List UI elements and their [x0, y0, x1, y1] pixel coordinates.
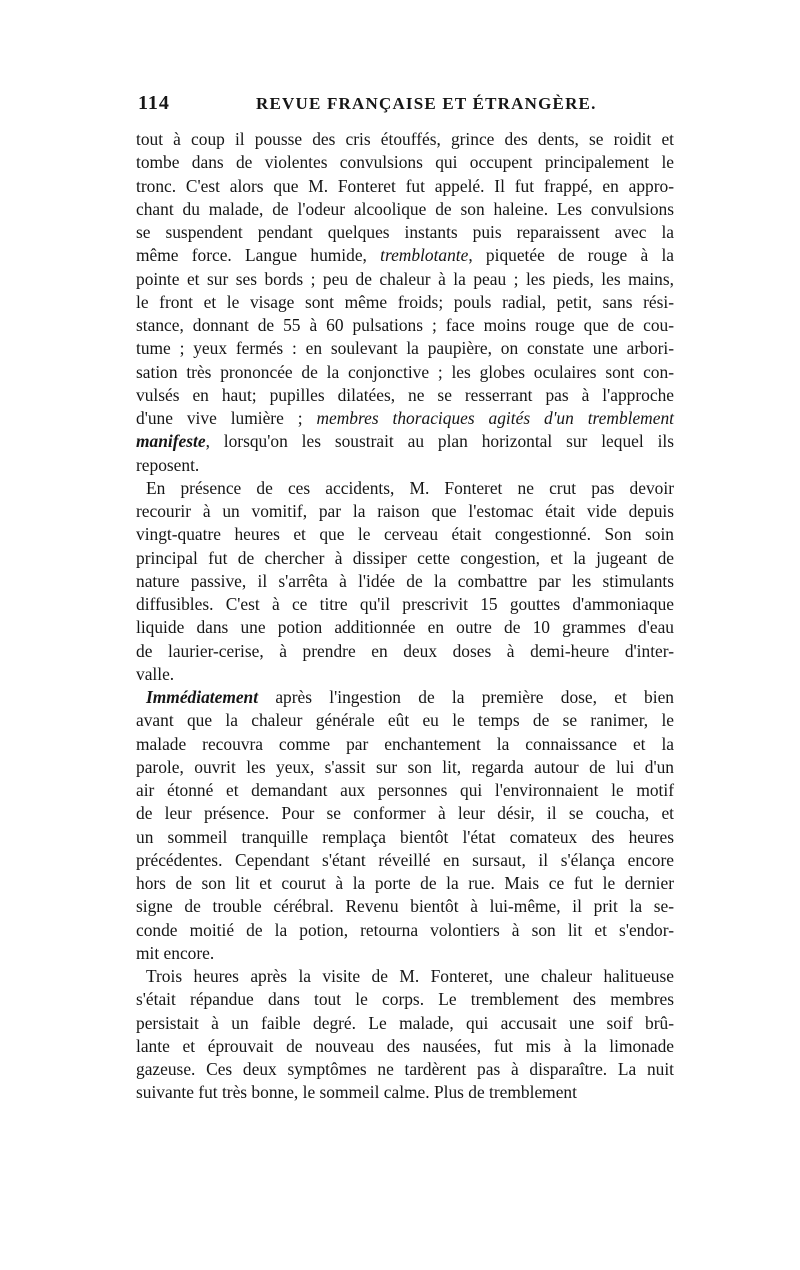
- text-run: hors de son lit et courut à la porte de la rue. Mais ce fut le dernier: [136, 873, 674, 893]
- text-run: En présence de ces accidents, M. Fonteret ne crut pas devoir: [146, 477, 674, 498]
- text-run: pointe et sur ses bords ; peu de chaleur à la peau ; les pieds, les mains,: [136, 268, 674, 289]
- text-run: gazeuse. Ces deux symptômes ne tardèrent pas à disparaître. La nuit: [136, 1059, 674, 1079]
- text-run: s'était répandue dans tout le corps. Le tremblement des membres: [136, 989, 674, 1010]
- text-line: [136, 454, 674, 477]
- text-line: [136, 500, 674, 523]
- text-line: [136, 407, 674, 430]
- text-line: [136, 128, 674, 151]
- text-run: même force. Langue humide,: [136, 245, 381, 266]
- text-run: diffusibles. C'est à ce titre qu'il prescrivit 15 gouttes d'ammoniaque: [136, 594, 674, 614]
- text-line: [136, 593, 674, 616]
- text-run: tombe dans de violentes convulsions qui occupent principalement le: [136, 152, 674, 173]
- text-run: d'une vive lumière ;: [136, 408, 317, 428]
- text-run: le front et le visage sont même froids; pouls radial, petit, sans rési-: [136, 291, 674, 312]
- text-line: [136, 779, 674, 802]
- text-run: chant du malade, de l'odeur alcoolique de son haleine. Les convulsions: [136, 198, 674, 219]
- text-line: [136, 616, 674, 639]
- text-line: [136, 361, 674, 384]
- text-run: avant que la chaleur générale eût eu le temps de se ranimer, le: [136, 710, 674, 731]
- text-line: [136, 872, 674, 895]
- emphasized-text: manifeste: [136, 431, 206, 452]
- page-header: [138, 92, 672, 122]
- emphasized-text: tremblotante: [380, 245, 469, 266]
- text-line: [136, 244, 674, 267]
- text-line: [136, 849, 674, 872]
- text-run: stance, donnant de 55 à 60 pulsations ; face moins rouge que de cou-: [136, 315, 674, 335]
- text-line: [136, 151, 674, 174]
- text-line: [136, 1081, 674, 1104]
- text-line: [136, 175, 674, 198]
- text-run: recourir à un vomitif, par la raison que l'estomac était vide depuis: [136, 501, 674, 521]
- body-text: [136, 128, 674, 1105]
- text-line: [136, 337, 674, 360]
- text-run: , piquetée de rouge à la: [468, 245, 674, 266]
- text-run: parole, ouvrit les yeux, s'assit sur son lit, regarda autour de lui d'un: [136, 756, 674, 777]
- text-run: suivante fut très bonne, le sommeil calme. Plus de tremblement: [136, 1082, 577, 1103]
- text-run: un sommeil tranquille remplaça bientôt l'état comateux des heures: [136, 826, 674, 847]
- text-run: signe de trouble cérébral. Revenu bientôt à lui-même, il prit la se-: [136, 896, 674, 917]
- text-run: principal fut de chercher à dissiper cette congestion, et la jugeant de: [136, 547, 674, 568]
- text-line: [136, 570, 674, 593]
- text-run: sation très prononcée de la conjonctive ; les globes oculaires sont con-: [136, 361, 674, 382]
- text-run: malade recouvra comme par enchantement la connaissance et la: [136, 733, 674, 754]
- text-run: de laurier-cerise, à prendre en deux doses à demi-heure d'inter-: [136, 640, 674, 661]
- text-run: tume ; yeux fermés : en soulevant la paupière, on constate une arbori-: [136, 338, 674, 359]
- emphasized-text: Immédiatement: [146, 687, 259, 707]
- text-run: Trois heures après la visite de M. Fonteret, une chaleur halitueuse: [146, 966, 674, 986]
- text-line: [136, 384, 674, 407]
- text-line: [136, 221, 674, 244]
- text-line: [136, 965, 674, 988]
- text-line: [136, 756, 674, 779]
- text-line: [136, 919, 674, 942]
- text-run: après l'ingestion de la première dose, et bien: [258, 687, 674, 707]
- running-title: REVUE FRANÇAISE ET ÉTRANGÈRE.: [256, 94, 597, 113]
- text-line: [136, 1058, 674, 1081]
- text-line: [136, 663, 674, 686]
- text-run: valle.: [136, 663, 175, 684]
- text-line: [136, 547, 674, 570]
- text-line: [136, 1035, 674, 1058]
- text-line: [136, 430, 674, 453]
- text-line: [136, 314, 674, 337]
- text-run: précédentes. Cependant s'étant réveillé en sursaut, il s'élança encore: [136, 849, 674, 870]
- text-run: , lorsqu'on les soustrait au plan horizontal sur lequel ils: [205, 431, 674, 452]
- text-run: de leur présence. Pour se conformer à leur désir, il se coucha, et: [136, 803, 674, 824]
- text-run: mit encore.: [136, 942, 215, 963]
- text-run: se suspendent pendant quelques instants puis reparaissent avec la: [136, 222, 674, 242]
- text-line: [136, 733, 674, 756]
- text-line: [136, 1012, 674, 1035]
- text-run: conde moitié de la potion, retourna volontiers à son lit et s'endor-: [136, 919, 674, 940]
- text-run: persistait à un faible degré. Le malade, qui accusait une soif brû-: [136, 1012, 674, 1033]
- emphasized-text: membres thoraciques agités d'un tremblement: [316, 408, 674, 428]
- text-line: [136, 709, 674, 732]
- text-line: [136, 291, 674, 314]
- text-line: [136, 640, 674, 663]
- text-run: air étonné et demandant aux personnes qui l'environnaient le motif: [136, 780, 674, 800]
- text-run: tronc. C'est alors que M. Fonteret fut appelé. Il fut frappé, en appro-: [136, 175, 674, 196]
- text-line: [136, 826, 674, 849]
- page-number: 114: [138, 92, 170, 114]
- text-line: [136, 268, 674, 291]
- text-line: [136, 802, 674, 825]
- text-line: [136, 523, 674, 546]
- text-line: [136, 198, 674, 221]
- text-line: [136, 942, 674, 965]
- text-line: [136, 686, 674, 709]
- text-run: liquide dans une potion additionnée en outre de 10 grammes d'eau: [136, 617, 674, 638]
- text-line: [136, 988, 674, 1011]
- text-line: [136, 895, 674, 918]
- text-run: vulsés en haut; pupilles dilatées, ne se resserrant pas à l'approche: [136, 384, 674, 405]
- text-run: reposent.: [136, 454, 200, 475]
- text-run: tout à coup il pousse des cris étouffés, grince des dents, se roidit et: [136, 129, 674, 149]
- text-run: nature passive, il s'arrêta à l'idée de la combattre par les stimulants: [136, 570, 674, 591]
- text-line: [136, 477, 674, 500]
- text-run: lante et éprouvait de nouveau des nausées, fut mis à la limonade: [136, 1035, 674, 1056]
- text-run: vingt-quatre heures et que le cerveau était congestionné. Son soin: [136, 524, 674, 545]
